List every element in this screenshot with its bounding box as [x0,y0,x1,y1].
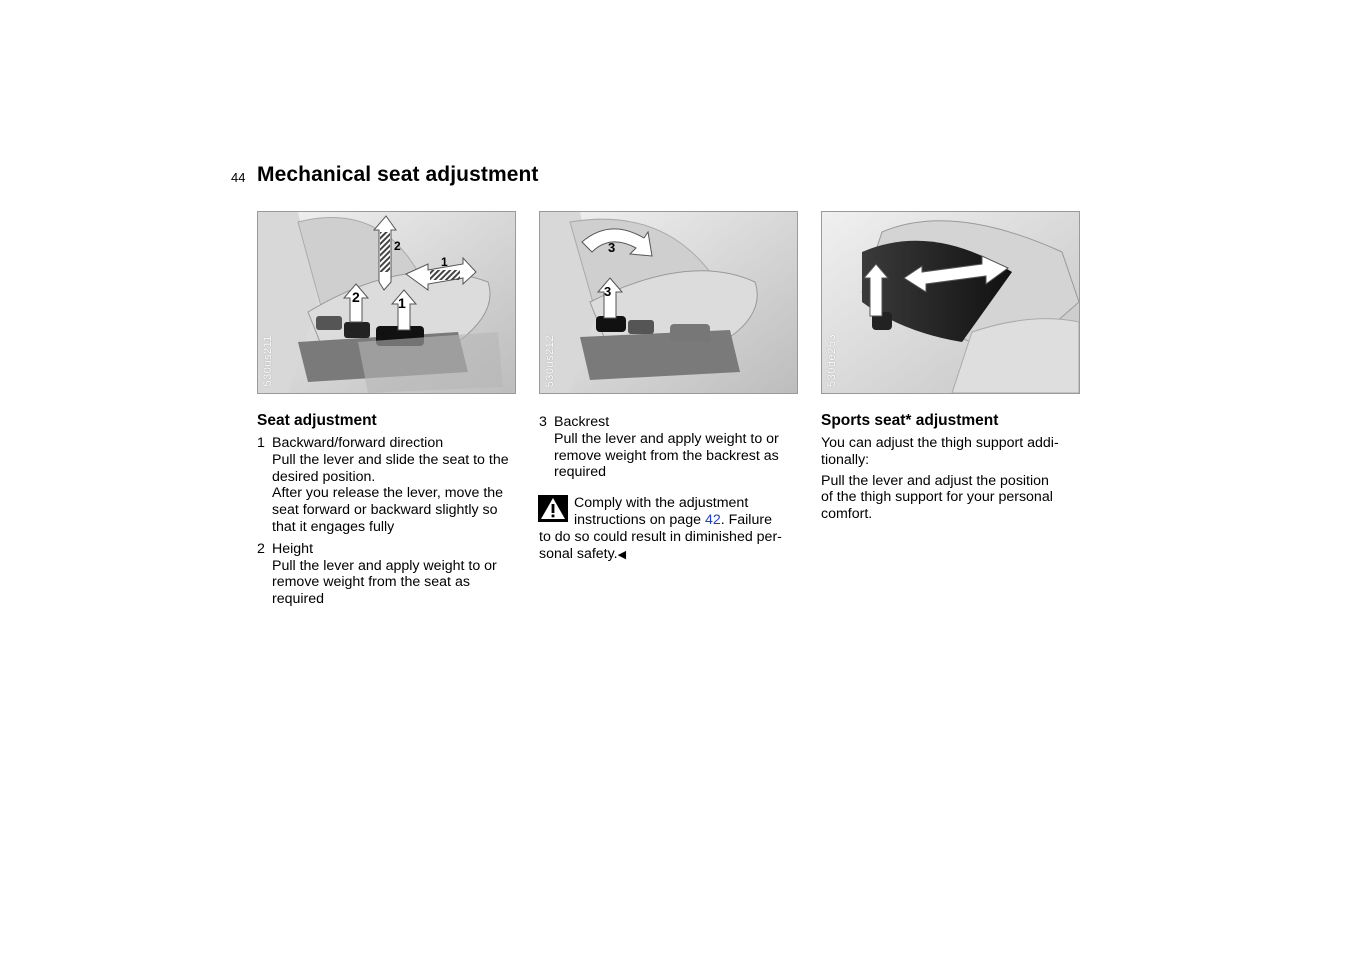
seat-adjustment-heading: Seat adjustment [257,412,377,429]
backrest-section [539,414,807,563]
figure-code: 530us211 [262,335,274,387]
item-number: 2 [257,540,265,557]
figure-code: 530de253 [826,334,838,387]
arrow-label-2-bottom: 2 [352,289,360,305]
page-42-link[interactable]: 42 [704,511,721,528]
list-item [257,541,525,608]
end-of-section-icon: ◀ [617,548,627,561]
list-item [257,435,525,536]
sports-seat-heading: Sports seat* adjustment [821,412,999,429]
paragraph-line: comfort. [821,506,873,523]
item-text: that it engages fully [272,518,395,535]
paragraph-line: Pull the lever and adjust the position [821,472,1049,489]
item-label: Height [272,540,314,557]
item-text: remove weight from the seat as [272,574,470,591]
item-text: seat forward or backward slightly so [272,502,498,519]
arrow-label-3-top: 3 [608,240,616,255]
warning-text: Comply with the adjustment [574,495,749,512]
warning-triangle-icon [538,495,568,522]
warning-text: . Failure [720,511,772,528]
arrow-label-1-bottom: 1 [398,295,406,311]
page-title: Mechanical seat adjustment [257,163,539,186]
paragraph-line: of the thigh support for your personal [821,489,1053,506]
item-text: Pull the lever and apply weight to or [272,557,497,574]
figure-sports-seat [821,211,1080,394]
item-text: Pull the lever and slide the seat to the [272,451,509,468]
seat-adjustment-section [257,412,525,613]
item-text: After you release the lever, move the [272,485,504,502]
adjustment-arrows-2 [540,212,797,393]
adjustment-arrows-1 [258,212,515,393]
adjustment-arrows-3 [822,212,1079,393]
warning-text: sonal safety. [539,545,618,562]
item-text: required [554,464,607,481]
paragraph-line: You can adjust the thigh support addi- [821,435,1059,451]
figure-seat-adjustment [257,211,516,394]
item-text: desired position. [272,468,376,485]
list-item [539,414,807,481]
warning-text: instructions on page [574,511,705,528]
item-number: 3 [539,414,547,430]
item-label: Backrest [554,414,610,430]
arrow-label-2-top: 2 [394,239,401,253]
sports-seat-paragraph-2 [821,473,1089,523]
page-number: 44 [231,170,246,185]
item-text: Pull the lever and apply weight to or [554,430,779,447]
figure-code: 530us212 [544,334,556,387]
arrow-label-3-bottom: 3 [604,284,612,299]
item-number: 1 [257,435,265,451]
item-text: required [272,591,325,608]
sports-seat-section [821,412,1089,527]
sports-seat-paragraph-1 [821,435,1089,469]
item-label: Backward/forward direction [272,435,444,451]
item-text: remove weight from the backrest as [554,447,779,464]
warning-text: to do so could result in diminished per- [539,528,782,545]
paragraph-line: tionally: [821,451,870,468]
figure-backrest [539,211,798,394]
arrow-label-1-top: 1 [441,255,448,269]
warning-note [539,495,807,563]
